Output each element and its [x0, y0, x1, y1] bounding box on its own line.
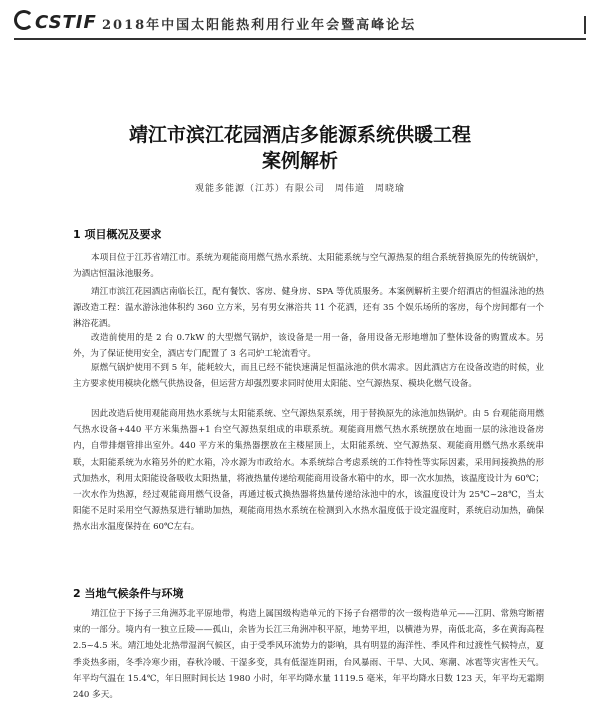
paper-title-line-1: 靖江市滨江花园酒店多能源系统供暖工程: [128, 124, 471, 146]
logo-mark-icon: [14, 10, 34, 30]
conference-title: 2018年中国太阳能热利用行业年会暨高峰论坛: [102, 18, 417, 33]
page-header: [14, 10, 586, 44]
paragraph: 本项目位于江苏省靖江市。系统为观能商用燃气热水系统、太阳能系统与空气源热泵的组合系统替换原先的传统锅炉，为酒店恒温泳池服务。: [73, 253, 544, 280]
section-heading-1: 1 项目概况及要求: [73, 228, 162, 241]
conference-logo: [14, 10, 97, 33]
paragraph: 靖江位于下扬子三角洲苏北平原地带，构造上属国级构造单元的下扬子台褶带的次一级构造单元——江阴、常熟穹断褶束的一部分。境内有一独立丘陵——孤山，余皆为长江三角洲冲积平原，地势平坦，以横港为界，南低北高，多在黄海高程 2.5~4.5 米。靖江地处北热带湿润气候区，由于受季风环流势力的影响，具有明显的海洋性、季风件和过渡性气候特点，夏季炎热多雨，冬季冷寒少雨，春秋冷暖、干湿多变，具有低湿连阴雨，台风暴雨、干旱、大风、寒潮、冰雹等灾害性天气。年平均气温在 15.4℃，年日照时间长达 1980 小时，年平均降水量 1119.5 毫米，年平均降水日数 123 天，年平均无霜期 240 多天。: [73, 609, 544, 701]
section-heading-2: 2 当地气候条件与环境: [73, 587, 184, 600]
logo-text: CSTIF: [35, 12, 97, 33]
paper-title-line-2: 案例解析: [261, 150, 338, 172]
paper-title: [0, 122, 600, 174]
paragraph: 因此改造后使用观能商用热水系统与太阳能系统、空气源热泵系统，用于替换原先的泳池加热锅炉。由 5 台观能商用燃气热水设备+440 平方米集热器+1 台空气源热泵组成的串联系统。观能商用燃气热水系统摆放在地面一层的泳池设备房内，自带排烟管排出室外。440 平方米的集热器摆放在主楼屋顶上，太阳能系统、空气源热泵、观能商用燃气热水系统串联，太阳能系统为水箱另外的贮水箱，冷水源为市政给水。本系统综合考虑系统的工作特性等实际因素，采用间接换热的形式加热水，利用太阳能设备吸收太阳热量，将液热量传递给观能商用设备水箱中的水，即一次水加热，该温度设计为 60℃；一次水作为热源，经过观能商用燃气设备，再通过板式换热器将热量传递给泳池中的水，该温度设计为 25℃~28℃，当太阳能不足时采用空气源热泵进行辅助加热，观能商用热水系统在检测到入水热水温度低于设定温度时，系统启动加热，确保热水出水温度保持在 60℃左右。: [73, 409, 544, 533]
paragraph: 原燃气锅炉使用不到 5 年，能耗较大，而且已经不能快速满足恒温泳池的供水需求。因此酒店方在设备改造的时候，业主方要求使用模块化燃气供热设备，但运营方却强烈要求同时使用太阳能、空气源热泵、模块化燃气设备。: [73, 363, 544, 390]
paragraph: 改造前使用的是 2 台 0.7kW 的大型燃气锅炉，该设备是一用一备，备用设备无形地增加了整体设备的购置成本。另外，为了保证使用安全，酒店专门配置了 3 名司炉工轮流看守。: [73, 333, 544, 360]
header-rule: [14, 38, 586, 40]
author-line: 观能多能源（江苏）有限公司 周伟道 周晓瑜: [194, 184, 405, 194]
paragraph: 靖江市滨江花园酒店南临长江，配有餐饮、客房、健身房、SPA 等优质服务。本案例解析主要介绍酒店的恒温泳池的热源改造工程：温水游泳池体积约 360 立方米，另有男女淋浴共 11 个花洒，还有 35 个娱乐场所的客房，每个房间都有一个淋浴花洒。: [73, 287, 544, 330]
corner-mark: [584, 16, 586, 34]
